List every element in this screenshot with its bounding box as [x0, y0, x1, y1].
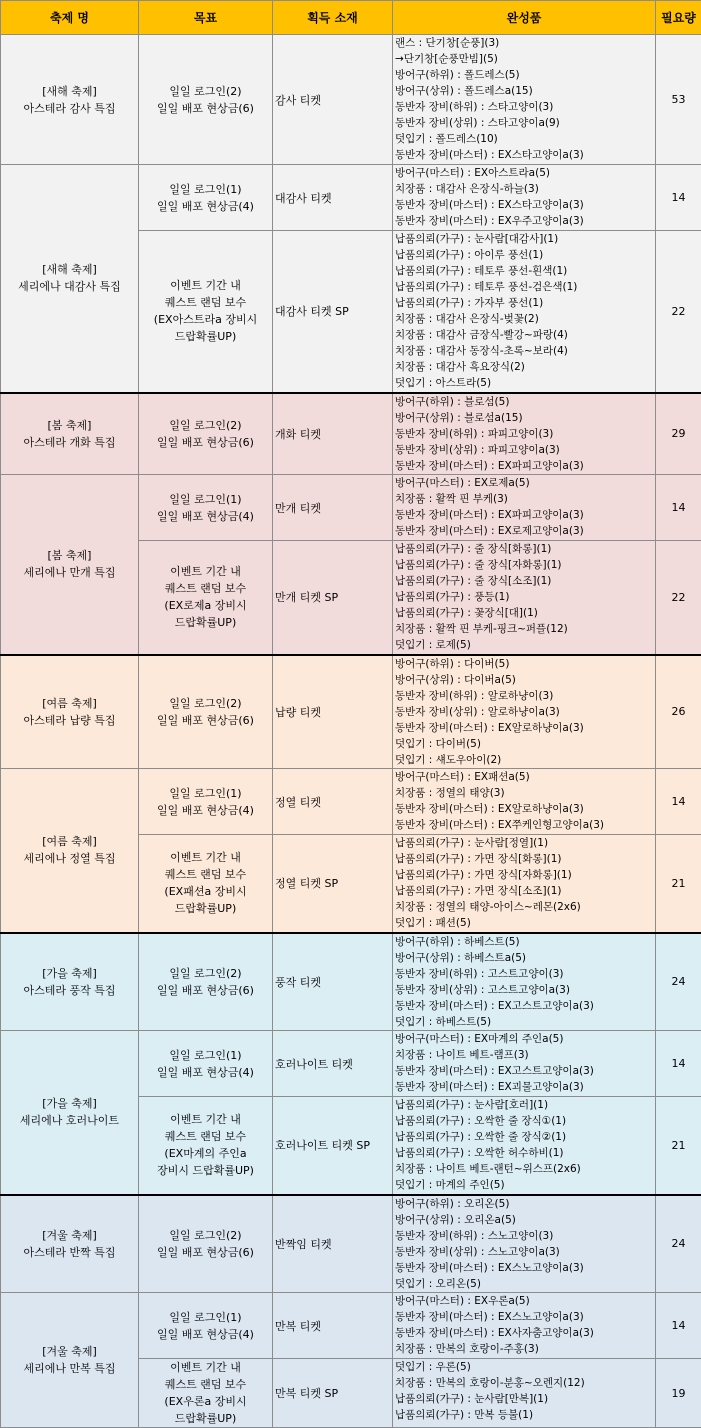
- goal-text: 일일 로그인(1) 일일 배포 현상금(4): [139, 785, 272, 819]
- items-cell: [393, 35, 656, 165]
- item-line: 납품의뢰(가구) : 눈사람[호러](1): [395, 1097, 653, 1113]
- item-line: 덧입기 : 마계의 주인(5): [395, 1177, 653, 1193]
- header-items: 완성품: [393, 1, 656, 35]
- need-cell: 14: [656, 769, 701, 835]
- item-line: 동반자 장비(하위) : 알로하냥이(3): [395, 688, 653, 704]
- festival-name-cell: [1, 933, 139, 1031]
- item-line: 방어구(마스터) : EX로제a(5): [395, 475, 653, 491]
- item-line: 납품의뢰(가구) : 줄 장식[화롱](1): [395, 541, 653, 557]
- item-line: 동반자 장비(마스터) : EX스노고양이a(3): [395, 1309, 653, 1325]
- item-line: 방어구(마스터) : EX마계의 주인a(5): [395, 1031, 653, 1047]
- goal-text: 이벤트 기간 내 퀘스트 랜덤 보수 (EX로제a 장비시 드랍확률UP): [139, 563, 272, 631]
- item-line: 덧입기 : 폴드레스(10): [395, 131, 653, 147]
- item-line: 방어구(마스터) : EX우론a(5): [395, 1293, 653, 1309]
- table-row: [1, 475, 701, 541]
- need-cell: 24: [656, 1195, 701, 1293]
- item-line: 납품의뢰(가구) : 가면 장식[소조](1): [395, 883, 653, 899]
- item-line: 치장품 : 정열의 태양(3): [395, 785, 653, 801]
- item-line: 납품의뢰(가구) : 줄 장식[자화롱](1): [395, 557, 653, 573]
- goal-text: 이벤트 기간 내 퀘스트 랜덤 보수 (EX우론a 장비시 드랍확률UP): [139, 1359, 272, 1427]
- items-cell: [393, 231, 656, 393]
- table-row: [1, 1031, 701, 1097]
- need-cell: 53: [656, 35, 701, 165]
- festival-name-cell: [1, 475, 139, 655]
- festival-name: [봄 축제] 세리에나 만개 특집: [1, 547, 138, 581]
- need-cell: 22: [656, 541, 701, 655]
- festival-name: [가을 축제] 세리에나 호러나이트: [1, 1095, 138, 1129]
- item-line: 동반자 장비(마스터) : EX고스트고양이a(3): [395, 998, 653, 1014]
- items-cell: [393, 1097, 656, 1195]
- festival-name: [가을 축제] 아스테라 풍작 특집: [1, 965, 138, 999]
- item-line: 납품의뢰(가구) : 꽃장식[대](1): [395, 605, 653, 621]
- item-line: 납품의뢰(가구) : 오싹한 줄 장식①(1): [395, 1113, 653, 1129]
- festival-name: [봄 축제] 아스테라 개화 특집: [1, 417, 138, 451]
- need-cell: 14: [656, 475, 701, 541]
- item-line: 덧입기 : 섀도우아이(2): [395, 752, 653, 768]
- material-cell: 대감사 티켓 SP: [273, 231, 393, 393]
- festival-name-cell: [1, 1031, 139, 1195]
- item-line: 치장품 : 만복의 호랑이-분홍~오렌지(12): [395, 1375, 653, 1391]
- items-cell: [393, 475, 656, 541]
- item-line: 납품의뢰(가구) : 가면 장식[자화롱](1): [395, 867, 653, 883]
- header-festival-name: 축제 명: [1, 1, 139, 35]
- item-line: 납품의뢰(가구) : 줄 장식[소조](1): [395, 573, 653, 589]
- items-cell: [393, 1031, 656, 1097]
- item-line: 방어구(마스터) : EX패션a(5): [395, 769, 653, 785]
- item-line: 치장품 : 활짝 핀 부케(3): [395, 491, 653, 507]
- item-line: 납품의뢰(가구) : 눈사람[만복](1): [395, 1391, 653, 1407]
- item-line: 동반자 장비(하위) : 파피고양이(3): [395, 426, 653, 442]
- goal-cell: [139, 835, 273, 933]
- festival-name-cell: [1, 655, 139, 769]
- festival-name: [여름 축제] 아스테라 납량 특집: [1, 695, 138, 729]
- item-line: 동반자 장비(상위) : 파피고양이a(3): [395, 442, 653, 458]
- item-line: 방어구(하위) : 하베스트(5): [395, 934, 653, 950]
- items-cell: [393, 393, 656, 475]
- item-line: 방어구(하위) : 오리온(5): [395, 1196, 653, 1212]
- goal-text: 일일 로그인(2) 일일 배포 현상금(6): [139, 417, 272, 451]
- goal-cell: [139, 231, 273, 393]
- header-need: 필요량: [656, 1, 701, 35]
- item-line: 납품의뢰(가구) : 풍등(1): [395, 589, 653, 605]
- festival-name-cell: [1, 165, 139, 393]
- need-cell: 21: [656, 1097, 701, 1195]
- table-row: [1, 165, 701, 231]
- item-line: 동반자 장비(마스터) : EX로제고양이a(3): [395, 523, 653, 539]
- table-row: [1, 933, 701, 1031]
- need-cell: 29: [656, 393, 701, 475]
- items-cell: [393, 933, 656, 1031]
- item-line: 덧입기 : 우론(5): [395, 1359, 653, 1375]
- goal-cell: [139, 1293, 273, 1359]
- item-line: 동반자 장비(마스터) : EX파피고양이a(3): [395, 507, 653, 523]
- item-line: 동반자 장비(하위) : 고스트고양이(3): [395, 966, 653, 982]
- goal-text: 일일 로그인(2) 일일 배포 현상금(6): [139, 965, 272, 999]
- need-cell: 21: [656, 835, 701, 933]
- items-cell: [393, 1359, 656, 1428]
- item-line: 방어구(상위) : 폴드레스a(15): [395, 83, 653, 99]
- item-line: 동반자 장비(마스터) : EX파피고양이a(3): [395, 458, 653, 474]
- item-line: 치장품 : 나이트 베트-랜턴~위스프(2x6): [395, 1161, 653, 1177]
- item-line: 방어구(상위) : 다이버a(5): [395, 672, 653, 688]
- item-line: 동반자 장비(하위) : 스노고양이(3): [395, 1228, 653, 1244]
- item-line: 동반자 장비(마스터) : EX괴물고양이a(3): [395, 1079, 653, 1095]
- goal-text: 이벤트 기간 내 퀘스트 랜덤 보수 (EX패션a 장비시 드랍확률UP): [139, 849, 272, 917]
- item-line: 치장품 : 대감사 흑요장식(2): [395, 359, 653, 375]
- goal-cell: [139, 1097, 273, 1195]
- item-line: 치장품 : 대감사 은장식-하늘(3): [395, 181, 653, 197]
- material-cell: 반짝임 티켓: [273, 1195, 393, 1293]
- material-cell: 호러나이트 티켓: [273, 1031, 393, 1097]
- goal-text: 이벤트 기간 내 퀘스트 랜덤 보수 (EX마계의 주인a 장비시 드랍확률UP): [139, 1111, 272, 1179]
- item-line: 납품의뢰(가구) : 오싹한 줄 장식②(1): [395, 1129, 653, 1145]
- items-cell: [393, 655, 656, 769]
- goal-text: 일일 로그인(1) 일일 배포 현상금(4): [139, 1047, 272, 1081]
- item-line: 동반자 장비(마스터) : EX사자춤고양이a(3): [395, 1325, 653, 1341]
- material-cell: 정열 티켓 SP: [273, 835, 393, 933]
- goal-cell: [139, 475, 273, 541]
- item-line: 납품의뢰(가구) : 테토루 풍선-검은색(1): [395, 279, 653, 295]
- goal-cell: [139, 655, 273, 769]
- festival-name-cell: [1, 1195, 139, 1293]
- item-line: 치장품 : 정열의 태양-아이스~레몬(2x6): [395, 899, 653, 915]
- festival-name: [겨울 축제] 세리에나 만복 특집: [1, 1343, 138, 1377]
- item-line: 동반자 장비(상위) : 고스트고양이a(3): [395, 982, 653, 998]
- item-line: 덧입기 : 오리온(5): [395, 1276, 653, 1292]
- item-line: 동반자 장비(마스터) : EX쭈케인형고양이a(3): [395, 817, 653, 833]
- item-line: 동반자 장비(마스터) : EX알로하냥이a(3): [395, 720, 653, 736]
- item-line: 방어구(상위) : 하베스트a(5): [395, 950, 653, 966]
- item-line: →단기창[순풍만빔](5): [395, 51, 653, 67]
- item-line: 동반자 장비(하위) : 스타고양이(3): [395, 99, 653, 115]
- item-line: 납품의뢰(가구) : 눈사람[대감사](1): [395, 231, 653, 247]
- need-cell: 19: [656, 1359, 701, 1428]
- item-line: 납품의뢰(가구) : 테토루 풍선-흰색(1): [395, 263, 653, 279]
- goal-text: 이벤트 기간 내 퀘스트 랜덤 보수 (EX아스트라a 장비시 드랍확률UP): [139, 277, 272, 345]
- goal-cell: [139, 165, 273, 231]
- material-cell: 만복 티켓: [273, 1293, 393, 1359]
- festival-name: [새해 축제] 아스테라 감사 특집: [1, 83, 138, 117]
- goal-cell: [139, 933, 273, 1031]
- item-line: 납품의뢰(가구) : 눈사람[정열](1): [395, 835, 653, 851]
- need-cell: 26: [656, 655, 701, 769]
- item-line: 방어구(상위) : 오리온a(5): [395, 1212, 653, 1228]
- item-line: 덧입기 : 패션(5): [395, 915, 653, 931]
- item-line: 동반자 장비(마스터) : EX스노고양이a(3): [395, 1260, 653, 1276]
- goal-cell: [139, 393, 273, 475]
- festival-name: [새해 축제] 세리에나 대감사 특집: [1, 261, 138, 295]
- item-line: 납품의뢰(가구) : 가자부 풍선(1): [395, 295, 653, 311]
- goal-cell: [139, 1195, 273, 1293]
- item-line: 방어구(하위) : 폴드레스(5): [395, 67, 653, 83]
- table-row: [1, 769, 701, 835]
- festival-name-cell: [1, 769, 139, 933]
- item-line: 방어구(하위) : 블로섬(5): [395, 394, 653, 410]
- item-line: 치장품 : 대감사 금장식-빨강~파랑(4): [395, 327, 653, 343]
- item-line: 납품의뢰(가구) : 아이루 풍선(1): [395, 247, 653, 263]
- festival-name: [겨울 축제] 아스테라 반짝 특집: [1, 1227, 138, 1261]
- goal-cell: [139, 35, 273, 165]
- items-cell: [393, 541, 656, 655]
- item-line: 덧입기 : 다이버(5): [395, 736, 653, 752]
- item-line: 방어구(마스터) : EX아스트라a(5): [395, 165, 653, 181]
- item-line: 동반자 장비(마스터) : EX스타고양이a(3): [395, 147, 653, 163]
- header-material: 획득 소재: [273, 1, 393, 35]
- item-line: 치장품 : 대감사 동장식-초록~보라(4): [395, 343, 653, 359]
- item-line: 치장품 : 나이트 베트-램프(3): [395, 1047, 653, 1063]
- items-cell: [393, 769, 656, 835]
- material-cell: 대감사 티켓: [273, 165, 393, 231]
- goal-text: 일일 로그인(1) 일일 배포 현상금(4): [139, 491, 272, 525]
- item-line: 랜스 : 단기창[순풍](3): [395, 35, 653, 51]
- item-line: 덧입기 : 아스트라(5): [395, 375, 653, 391]
- material-cell: 납량 티켓: [273, 655, 393, 769]
- item-line: 납품의뢰(가구) : 오싹한 허수하비(1): [395, 1145, 653, 1161]
- goal-cell: [139, 1359, 273, 1428]
- material-cell: 만개 티켓 SP: [273, 541, 393, 655]
- goal-text: 일일 로그인(2) 일일 배포 현상금(6): [139, 83, 272, 117]
- item-line: 동반자 장비(마스터) : EX고스트고양이a(3): [395, 1063, 653, 1079]
- item-line: 치장품 : 만복의 호랑이-주홍(3): [395, 1341, 653, 1357]
- material-cell: 개화 티켓: [273, 393, 393, 475]
- table-row: [1, 1293, 701, 1359]
- table-row: [1, 655, 701, 769]
- goal-text: 일일 로그인(2) 일일 배포 현상금(6): [139, 695, 272, 729]
- material-cell: 정열 티켓: [273, 769, 393, 835]
- item-line: 동반자 장비(마스터) : EX우주고양이a(3): [395, 213, 653, 229]
- need-cell: 22: [656, 231, 701, 393]
- item-line: 동반자 장비(상위) : 스노고양이a(3): [395, 1244, 653, 1260]
- goal-text: 일일 로그인(2) 일일 배포 현상금(6): [139, 1227, 272, 1261]
- items-cell: [393, 1195, 656, 1293]
- item-line: 동반자 장비(상위) : 알로하냥이a(3): [395, 704, 653, 720]
- material-cell: 감사 티켓: [273, 35, 393, 165]
- item-line: 방어구(하위) : 다이버(5): [395, 656, 653, 672]
- item-line: 동반자 장비(상위) : 스타고양이a(9): [395, 115, 653, 131]
- need-cell: 14: [656, 165, 701, 231]
- item-line: 덧입기 : 로제(5): [395, 637, 653, 653]
- need-cell: 14: [656, 1293, 701, 1359]
- goal-text: 일일 로그인(1) 일일 배포 현상금(4): [139, 1309, 272, 1343]
- header-row: [1, 1, 701, 35]
- table-row: [1, 35, 701, 165]
- festival-name: [여름 축제] 세리에나 정열 특집: [1, 833, 138, 867]
- festival-name-cell: [1, 35, 139, 165]
- goal-cell: [139, 769, 273, 835]
- material-cell: 호러나이트 티켓 SP: [273, 1097, 393, 1195]
- item-line: 납품의뢰(가구) : 만복 등불(1): [395, 1407, 653, 1423]
- item-line: 치장품 : 활짝 핀 부케-핑크~퍼플(12): [395, 621, 653, 637]
- item-line: 납품의뢰(가구) : 가면 장식[화롱](1): [395, 851, 653, 867]
- need-cell: 14: [656, 1031, 701, 1097]
- item-line: 동반자 장비(마스터) : EX알로하냥이a(3): [395, 801, 653, 817]
- material-cell: 풍작 티켓: [273, 933, 393, 1031]
- item-line: 방어구(상위) : 블로섬a(15): [395, 410, 653, 426]
- need-cell: 24: [656, 933, 701, 1031]
- festival-name-cell: [1, 1293, 139, 1428]
- table-row: [1, 1195, 701, 1293]
- goal-cell: [139, 1031, 273, 1097]
- items-cell: [393, 165, 656, 231]
- items-cell: [393, 835, 656, 933]
- header-goal: 목표: [139, 1, 273, 35]
- table-row: [1, 393, 701, 475]
- item-line: 치장품 : 대감사 은장식-벚꽃(2): [395, 311, 653, 327]
- material-cell: 만복 티켓 SP: [273, 1359, 393, 1428]
- item-line: 동반자 장비(마스터) : EX스타고양이a(3): [395, 197, 653, 213]
- items-cell: [393, 1293, 656, 1359]
- item-line: 덧입기 : 하베스트(5): [395, 1014, 653, 1030]
- goal-cell: [139, 541, 273, 655]
- festival-name-cell: [1, 393, 139, 475]
- goal-text: 일일 로그인(1) 일일 배포 현상금(4): [139, 181, 272, 215]
- material-cell: 만개 티켓: [273, 475, 393, 541]
